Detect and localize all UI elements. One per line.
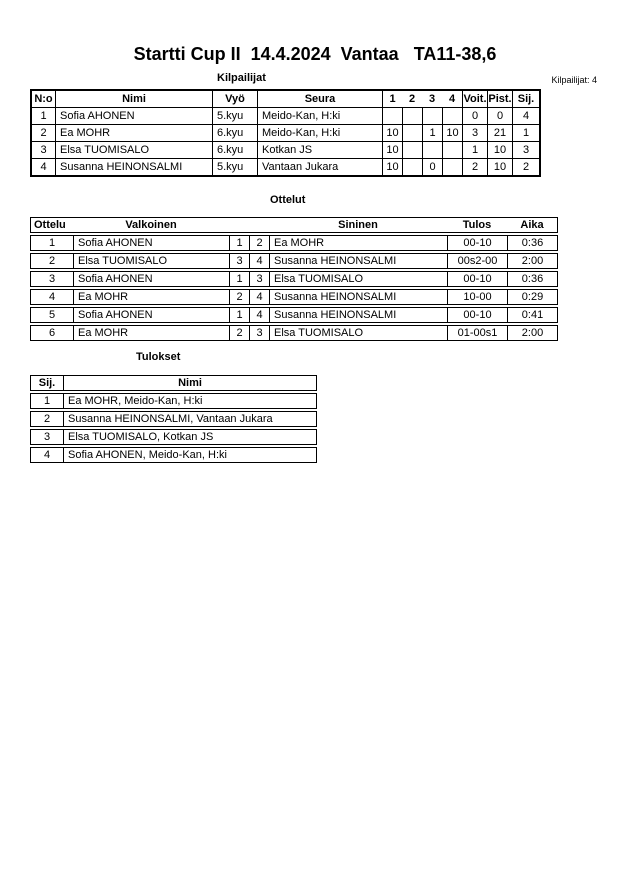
match-number: 5 [48, 309, 56, 321]
competitor-number: 1 [40, 110, 47, 122]
matches-header-row [30, 217, 558, 233]
place-cell: 1 [512, 125, 539, 141]
blue-competitor: Susanna HEINONSALMI [269, 308, 447, 322]
match-number: 2 [48, 255, 56, 267]
competitor-name: Ea MOHR [55, 125, 212, 141]
competitor-club: Kotkan JS [257, 142, 382, 158]
match-number: 3 [48, 273, 56, 285]
match-time: 0:29 [507, 290, 557, 304]
score-vs-2 [402, 159, 422, 175]
col-header-club: Seura [257, 91, 382, 107]
competitor-club: Vantaan Jukara [257, 159, 382, 175]
competitor-belt: 5.kyu [212, 108, 257, 124]
match-row [30, 271, 558, 287]
score-vs-1: 10 [382, 159, 402, 175]
result-name: Sofia AHONEN, Meido-Kan, H:ki [63, 448, 316, 462]
match-row [30, 235, 558, 251]
header-spacer [249, 218, 269, 232]
score-vs-4 [442, 108, 462, 124]
match-row [30, 325, 558, 341]
score-vs-4: 10 [442, 125, 462, 141]
competitor-name: Susanna HEINONSALMI [55, 159, 212, 175]
col-header-m3: 3 [428, 93, 436, 105]
blue-number: 4 [249, 308, 269, 322]
competitor-number: 3 [40, 144, 47, 156]
header-spacer [229, 218, 249, 232]
result-row [30, 393, 317, 409]
competitors-heading: Kilpailijat [217, 72, 266, 84]
blue-competitor: Elsa TUOMISALO [269, 326, 447, 340]
white-number: 2 [229, 326, 249, 340]
blue-number: 2 [249, 236, 269, 250]
score-vs-1 [382, 108, 402, 124]
match-time: 0:36 [507, 272, 557, 286]
col-header-m1: 1 [382, 91, 402, 107]
result-place: 4 [43, 449, 51, 461]
wins-cell: 2 [462, 159, 487, 175]
match-result: 10-00 [447, 290, 507, 304]
col-header-m2: 2 [408, 93, 416, 105]
results-header-row [30, 375, 317, 391]
page-title: Startti Cup II 14.4.2024 Vantaa TA11-38,6 [133, 44, 497, 64]
result-row [30, 429, 317, 445]
wins-cell: 3 [462, 125, 487, 141]
result-row [30, 411, 317, 427]
col-header-white: Valkoinen [125, 219, 177, 231]
result-row [30, 447, 317, 463]
col-header-wins: Voit. [463, 93, 487, 105]
blue-number: 3 [249, 326, 269, 340]
blue-number: 3 [249, 272, 269, 286]
match-number: 4 [48, 291, 56, 303]
score-vs-2 [402, 125, 422, 141]
match-number: 6 [48, 327, 56, 339]
score-vs-3 [422, 108, 442, 124]
result-place: 2 [43, 413, 51, 425]
results-heading: Tulokset [136, 351, 181, 363]
competitor-number: 2 [40, 127, 47, 139]
score-vs-4 [442, 142, 462, 158]
competitor-belt: 5.kyu [212, 159, 257, 175]
match-result: 01-00s1 [447, 326, 507, 340]
col-header-time: Aika [520, 219, 544, 231]
blue-competitor: Susanna HEINONSALMI [269, 254, 447, 268]
col-header-name: Nimi [55, 91, 212, 107]
match-time: 2:00 [507, 326, 557, 340]
competitor-row [32, 158, 539, 175]
col-header-points: Pist. [488, 93, 512, 105]
score-vs-2 [402, 108, 422, 124]
match-row [30, 307, 558, 323]
points-cell: 10 [487, 159, 512, 175]
score-vs-4 [442, 159, 462, 175]
place-cell: 3 [512, 142, 539, 158]
competitor-name: Elsa TUOMISALO [55, 142, 212, 158]
match-number: 1 [48, 237, 56, 249]
match-time: 2:00 [507, 254, 557, 268]
place-cell: 4 [512, 108, 539, 124]
competitors-count: Kilpailijat: 4 [551, 75, 597, 85]
matches-heading: Ottelut [270, 194, 306, 206]
col-header-place: Sij. [512, 91, 539, 107]
competitor-row [32, 141, 539, 158]
col-header-name: Nimi [63, 376, 316, 390]
points-cell: 0 [487, 108, 512, 124]
place-cell: 2 [512, 159, 539, 175]
match-result: 00-10 [447, 308, 507, 322]
wins-cell: 1 [462, 142, 487, 158]
competitor-club: Meido-Kan, H:ki [257, 125, 382, 141]
wins-cell: 0 [462, 108, 487, 124]
white-competitor: Sofia AHONEN [73, 308, 229, 322]
competitor-row [32, 124, 539, 141]
competitor-number: 4 [40, 161, 47, 173]
col-header-no: N:o [34, 93, 53, 105]
match-row [30, 253, 558, 269]
match-result: 00-10 [447, 272, 507, 286]
col-header-belt: Vyö [212, 91, 257, 107]
match-result: 00s2-00 [447, 254, 507, 268]
white-number: 1 [229, 272, 249, 286]
match-row [30, 289, 558, 305]
col-header-m4: 4 [448, 93, 456, 105]
result-name: Ea MOHR, Meido-Kan, H:ki [63, 394, 316, 408]
white-competitor: Ea MOHR [73, 290, 229, 304]
white-number: 1 [229, 236, 249, 250]
result-place: 1 [43, 395, 51, 407]
competitor-belt: 6.kyu [212, 142, 257, 158]
white-competitor: Sofia AHONEN [73, 236, 229, 250]
matches-table [30, 217, 630, 341]
score-vs-3 [422, 142, 442, 158]
col-header-place: Sij. [38, 377, 56, 389]
col-header-result: Tulos [462, 219, 492, 231]
blue-competitor: Elsa TUOMISALO [269, 272, 447, 286]
match-time: 0:41 [507, 308, 557, 322]
points-cell: 10 [487, 142, 512, 158]
match-result: 00-10 [447, 236, 507, 250]
points-cell: 21 [487, 125, 512, 141]
blue-competitor: Susanna HEINONSALMI [269, 290, 447, 304]
result-place: 3 [43, 431, 51, 443]
competitor-club: Meido-Kan, H:ki [257, 108, 382, 124]
white-competitor: Sofia AHONEN [73, 272, 229, 286]
competitors-headline [0, 72, 630, 86]
score-vs-1: 10 [382, 125, 402, 141]
white-number: 3 [229, 254, 249, 268]
result-name: Susanna HEINONSALMI, Vantaan Jukara [63, 412, 316, 426]
white-number: 1 [229, 308, 249, 322]
competitor-row [32, 107, 539, 124]
white-competitor: Ea MOHR [73, 326, 229, 340]
score-vs-1: 10 [382, 142, 402, 158]
col-header-match: Ottelu [34, 219, 66, 231]
competitor-belt: 6.kyu [212, 125, 257, 141]
white-number: 2 [229, 290, 249, 304]
competitors-table [30, 89, 541, 177]
blue-competitor: Ea MOHR [269, 236, 447, 250]
score-vs-3: 1 [422, 125, 442, 141]
results-table [30, 375, 630, 463]
competitors-header-row [32, 91, 539, 107]
white-competitor: Elsa TUOMISALO [73, 254, 229, 268]
result-name: Elsa TUOMISALO, Kotkan JS [63, 430, 316, 444]
competitor-name: Sofia AHONEN [55, 108, 212, 124]
col-header-blue: Sininen [338, 219, 378, 231]
match-time: 0:36 [507, 236, 557, 250]
blue-number: 4 [249, 254, 269, 268]
score-vs-2 [402, 142, 422, 158]
score-vs-3: 0 [422, 159, 442, 175]
blue-number: 4 [249, 290, 269, 304]
